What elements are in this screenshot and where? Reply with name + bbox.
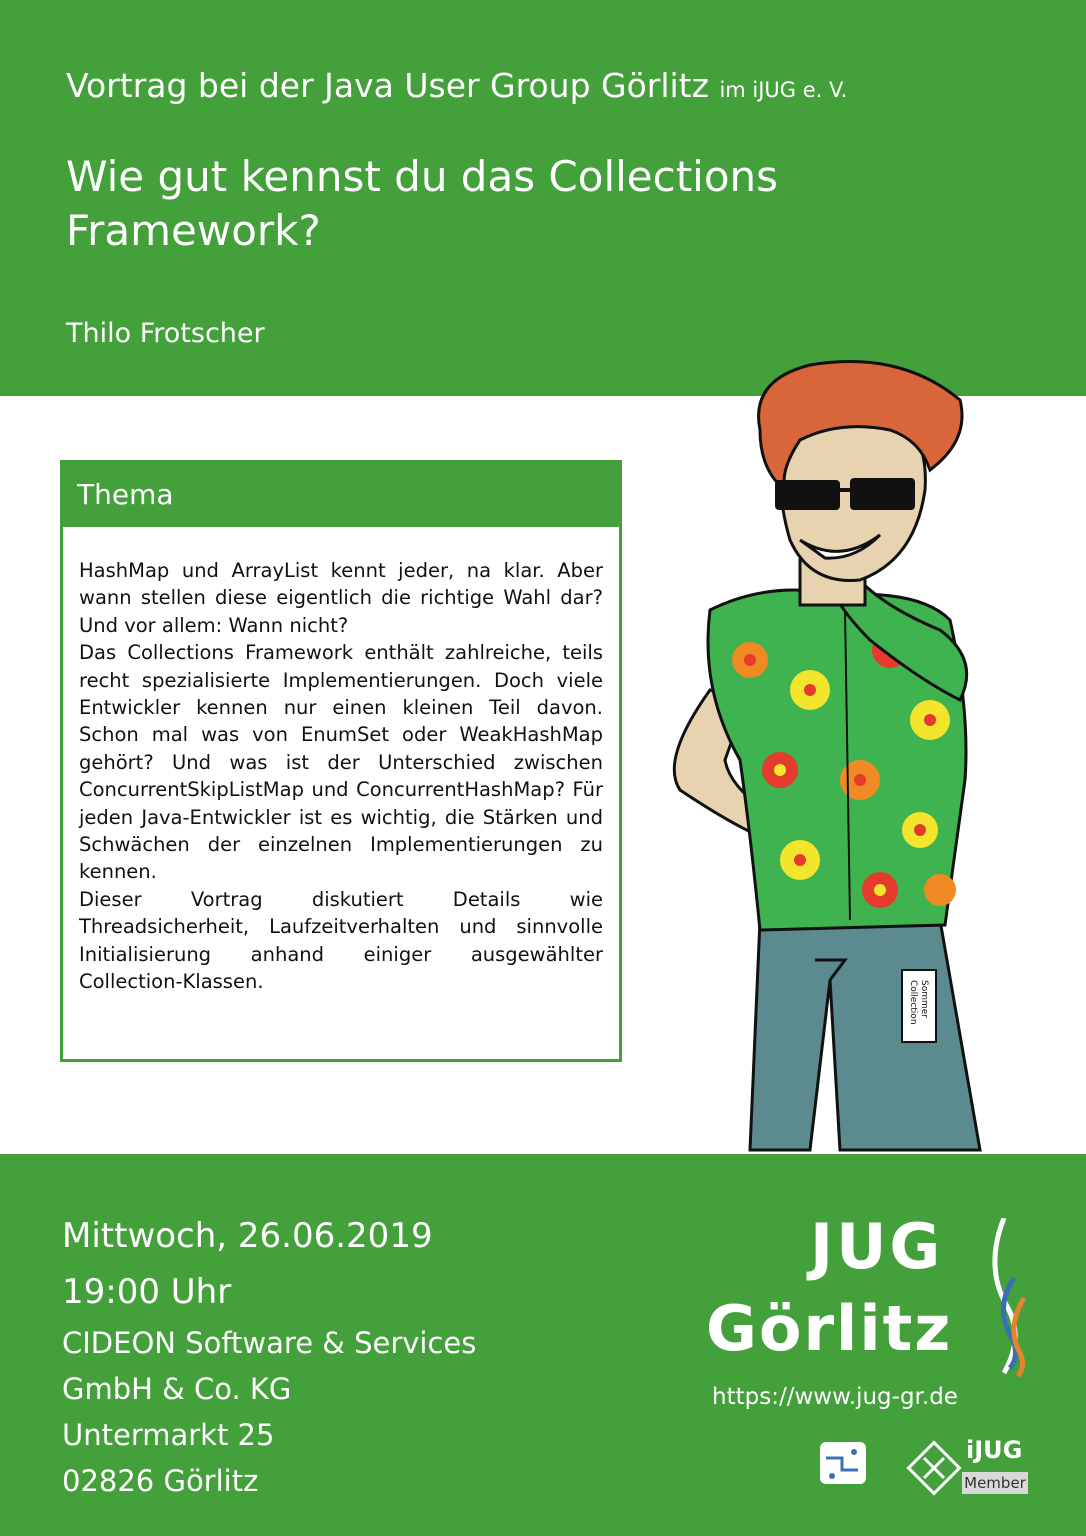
topic-text [79, 557, 603, 996]
topic-paragraph: HashMap und ArrayList kennt jeder, na klar. Aber wann stellen diese eigentlich die richtige Wahl dar? Und vor allem: Wann nicht? [79, 559, 603, 637]
venue-line: CIDEON Software & Services [62, 1326, 477, 1360]
event-line [66, 66, 847, 105]
sunglasses [775, 480, 840, 510]
event-time: 19:00 Uhr [62, 1272, 232, 1312]
partner-badge-icon [818, 1438, 870, 1490]
website-link[interactable]: https://www.jug-gr.de [712, 1384, 958, 1410]
ijug-member-label: Member [962, 1472, 1028, 1494]
event-sub: im iJUG e. V. [719, 78, 848, 102]
event-main: Vortrag bei der Java User Group Görlitz [66, 66, 709, 105]
footer-band [0, 1154, 1086, 1536]
price-tag [902, 970, 936, 1042]
tag-text-line2: Collection [908, 980, 918, 1025]
topic-paragraph: Dieser Vortrag diskutiert Details wie Threadsicherheit, Laufzeitverhalten und sinnvolle Initialisierung anhand einiger ausgewählter Collection-Klassen. [79, 887, 603, 994]
flame-logo-icon [984, 1218, 1032, 1378]
venue-address [62, 1320, 476, 1504]
jug-logo-line1: JUG [810, 1210, 944, 1283]
topic-box [60, 460, 622, 1062]
ijug-name: iJUG [966, 1436, 1023, 1464]
ijug-diamond-icon [906, 1440, 962, 1496]
venue-line: 02826 Görlitz [62, 1464, 259, 1498]
talk-title: Wie gut kennst du das Collections Framework? [66, 152, 779, 255]
topic-heading: Thema [63, 463, 619, 527]
header-band [0, 0, 1086, 396]
mascot-illustration [640, 360, 1060, 1160]
jug-logo-line2: Görlitz [706, 1292, 953, 1365]
ijug-member-logo [906, 1436, 1030, 1500]
pants [750, 920, 980, 1150]
speaker-name: Thilo Frotscher [66, 318, 265, 349]
venue-line: GmbH & Co. KG [62, 1372, 292, 1406]
tag-text-line1: Sommer [919, 980, 929, 1018]
venue-line: Untermarkt 25 [62, 1418, 275, 1452]
topic-paragraph: Das Collections Framework enthält zahlreiche, teils recht spezialisierte Implementierungen. Doch viele Entwickler kennen nur einen kleinen Teil davon. Schon mal was von EnumSet oder WeakHashMap gehört? Und was ist der Unterschied zwischen ConcurrentSkipListMap und ConcurrentHashMap? Für jeden Java-Entwickler ist es wichtig, die Stärken und Schwächen der einzelnen Implementierungen zu kennen. [79, 641, 603, 884]
event-date: Mittwoch, 26.06.2019 [62, 1216, 433, 1256]
